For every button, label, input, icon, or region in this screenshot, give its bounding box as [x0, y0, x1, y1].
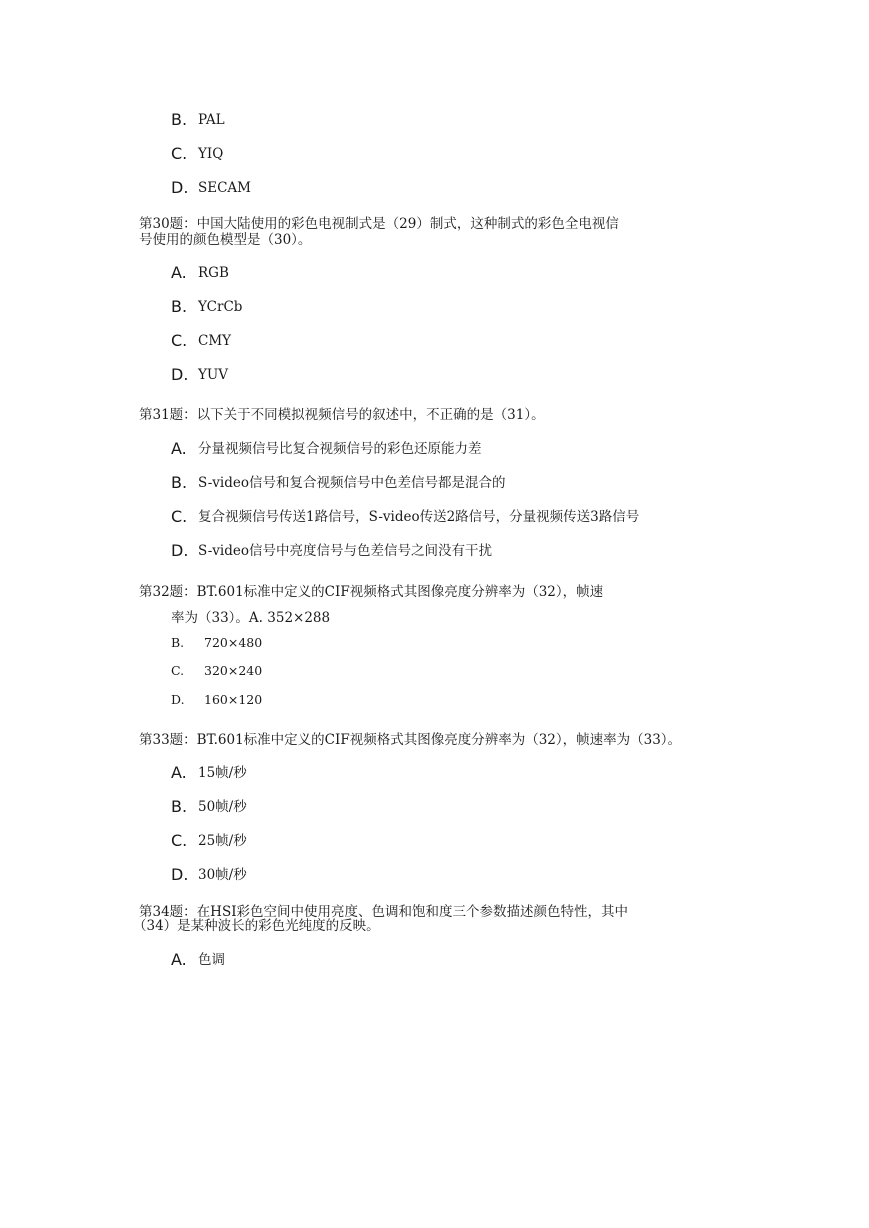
option-text: 复合视频信号传送1路信号，S-video传送2路信号，分量视频传送3路信号 [198, 509, 640, 525]
option-letter: D. [171, 178, 189, 197]
q31-option-d [0, 541, 869, 561]
option-letter: C. [171, 507, 188, 526]
q30-option-b [0, 297, 869, 317]
option-text: YCrCb [198, 299, 243, 315]
option-text: 160×120 [204, 692, 263, 707]
option-text: 25帧/秒 [198, 833, 247, 849]
option-text: 30帧/秒 [198, 867, 247, 883]
option-text: SECAM [198, 180, 252, 196]
question-30-line1: 第30题：中国大陆使用的彩色电视制式是（29）制式，这种制式的彩色全电视信 [139, 216, 619, 232]
prev-option-c [0, 144, 869, 164]
q33-option-b [0, 797, 869, 817]
question-34-line2: （34）是某种波长的彩色光纯度的反映。 [133, 918, 380, 934]
q33-option-a [0, 763, 869, 783]
option-letter: D. [171, 365, 189, 384]
q32-option-d [171, 691, 263, 709]
q30-option-c [0, 331, 869, 351]
option-text: PAL [198, 112, 225, 128]
option-text: S-video信号和复合视频信号中色差信号都是混合的 [198, 475, 506, 491]
q31-option-c [0, 507, 869, 527]
option-letter: D. [171, 692, 185, 707]
prev-option-b [0, 110, 869, 130]
option-letter: A. [171, 763, 187, 782]
q33-option-c [0, 831, 869, 851]
option-letter: B. [171, 797, 188, 816]
q32-option-c [171, 662, 263, 680]
option-text: 分量视频信号比复合视频信号的彩色还原能力差 [198, 441, 482, 457]
q32-option-b [171, 634, 263, 652]
option-text: RGB [198, 265, 229, 281]
option-letter: A. [171, 439, 187, 458]
option-letter: D. [171, 541, 189, 560]
question-32-line2: 率为（33）。A. 352×288 [171, 610, 331, 626]
q31-option-b [0, 473, 869, 493]
option-text: S-video信号中亮度信号与色差信号之间没有干扰 [198, 543, 493, 559]
q30-option-d [0, 365, 869, 385]
q33-option-d [0, 865, 869, 885]
option-letter: C. [171, 144, 188, 163]
question-33-line1: 第33题：BT.601标准中定义的CIF视频格式其图像亮度分辨率为（32），帧速率为（33）。 [139, 732, 682, 748]
option-text: CMY [198, 333, 232, 349]
option-letter: A. [171, 950, 187, 969]
option-text: 320×240 [204, 663, 263, 678]
question-31-line1: 第31题：以下关于不同模拟视频信号的叙述中，不正确的是（31）。 [139, 407, 545, 423]
option-text: 色调 [198, 952, 225, 968]
option-letter: A. [171, 263, 187, 282]
option-text: YUV [198, 367, 229, 383]
option-letter: C. [171, 663, 185, 678]
question-32-line1: 第32题：BT.601标准中定义的CIF视频格式其图像亮度分辨率为（32），帧速 [139, 584, 604, 600]
q30-option-a [0, 263, 869, 283]
option-letter: D. [171, 865, 189, 884]
option-letter: B. [171, 473, 188, 492]
question-30-line2: 号使用的颜色模型是（30）。 [139, 232, 312, 248]
option-text: 720×480 [204, 635, 263, 650]
option-text: 50帧/秒 [198, 799, 247, 815]
option-letter: B. [171, 635, 185, 650]
option-text: YIQ [198, 146, 224, 162]
option-letter: C. [171, 831, 188, 850]
q34-option-a [0, 950, 869, 970]
option-letter: C. [171, 331, 188, 350]
prev-option-d [0, 178, 869, 198]
q31-option-a [0, 439, 869, 459]
option-text: 15帧/秒 [198, 765, 247, 781]
option-letter: B. [171, 110, 188, 129]
question-34-line1: 第34题：在HSI彩色空间中使用亮度、色调和饱和度三个参数描述颜色特性，其中 [139, 904, 629, 920]
option-letter: B. [171, 297, 188, 316]
